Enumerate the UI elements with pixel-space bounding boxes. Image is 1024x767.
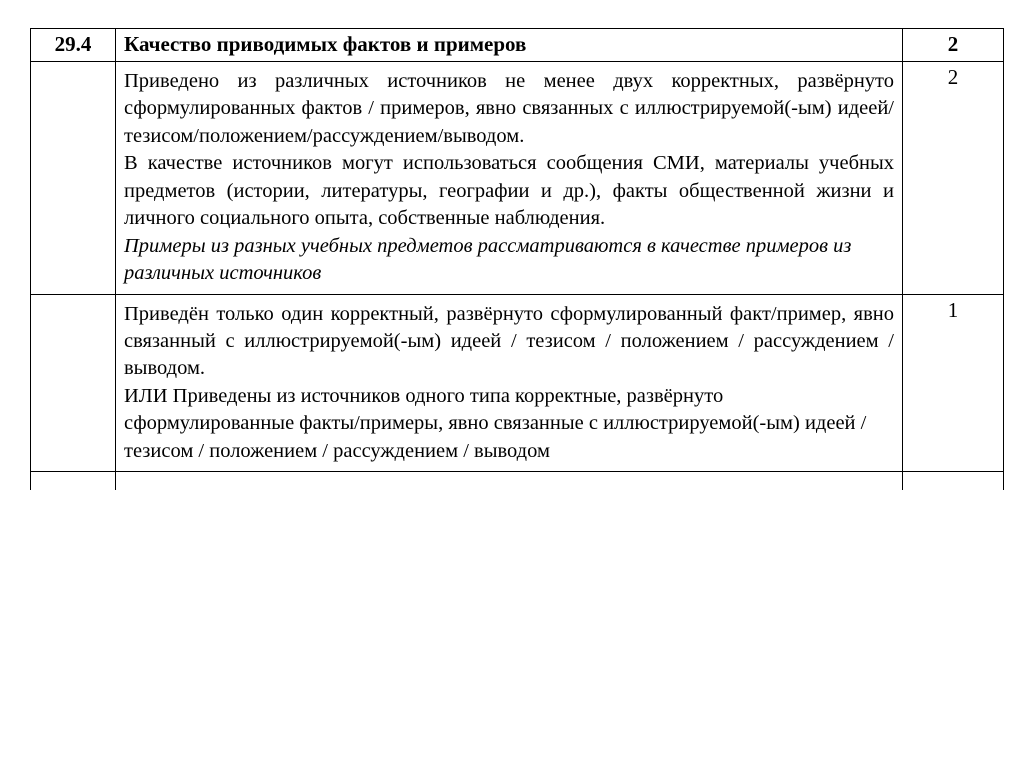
score-description-truncated (116, 472, 903, 491)
score-value-truncated (903, 472, 1004, 491)
row-code-empty (31, 61, 116, 294)
row-code-empty (31, 472, 116, 491)
criterion-code: 29.4 (31, 29, 116, 62)
score-2-paragraph-1: Приведено из различных источников не менее двух корректных, развёрнуто сформулированных фактов / примеров, явно связанных с иллюстрируемой(-ым) идеей/тезисом/положением/рассуждением/выводом. (124, 69, 894, 147)
score-1-paragraph-2: ИЛИ Приведены из источников одного типа корректные, развёрнуто сформулированные факты/примеры, явно связанные с иллюстрируемой(-ым) идеей / тезисом / положением / рассуждением / выводом (124, 384, 867, 462)
score-description-1 (116, 294, 903, 472)
score-1-paragraph-1: Приведён только один корректный, развёрнуто сформулированный факт/пример, явно связанный с иллюстрируемой(-ым) идеей / тезисом / положением / рассуждением / выводом. (124, 302, 894, 380)
table-row (31, 61, 1004, 294)
score-description-2 (116, 61, 903, 294)
table-row-header (31, 29, 1004, 62)
criterion-max-score: 2 (903, 29, 1004, 62)
table-row-truncated (31, 472, 1004, 491)
criteria-table (30, 28, 1004, 490)
score-value-1: 1 (903, 294, 1004, 472)
table-row (31, 294, 1004, 472)
row-code-empty (31, 294, 116, 472)
criterion-title: Качество приводимых фактов и примеров (116, 29, 903, 62)
score-2-paragraph-2: В качестве источников могут использоваться сообщения СМИ, материалы учебных предметов (истории, литературы, географии и др.), факты общественной жизни и личного социального опыта, собственные наблюдения. (124, 152, 894, 230)
score-2-paragraph-3: Примеры из разных учебных предметов рассматриваются в качестве примеров из различных источников (124, 234, 852, 285)
score-value-2: 2 (903, 61, 1004, 294)
